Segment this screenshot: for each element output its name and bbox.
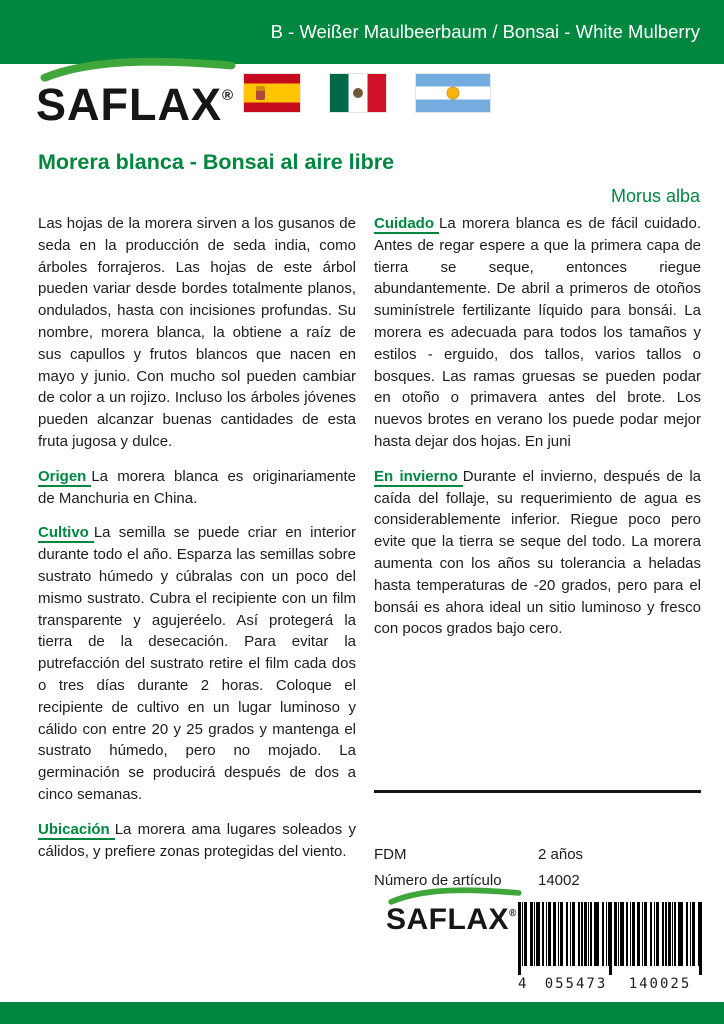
argentina-sun	[448, 88, 459, 99]
brand-name-small: SAFLAX	[386, 903, 509, 936]
info-label-fdm: FDM	[374, 846, 407, 863]
section-invierno	[374, 466, 701, 640]
barcode	[518, 902, 702, 992]
brand-name: SAFLAX	[36, 79, 222, 130]
species-name: Morus alba	[610, 186, 700, 206]
barcode-digit-lead: 4	[518, 976, 527, 992]
section-text-cuidado: La morera blanca es de fácil cuidado. Antes de regar espere a que la primera capa de tierra se seque, entonces riegue abundantemente. De abril a primeros de otoños suminístrele fertilizante líquido para bonsái. La morera es adecuada para todos los tamaños y estilos - erguido, dos tallos, varios tallos o bosques. Las ramas gruesas se pueden podar en otoño o primavera antes del brote. Los nuevos brotes en verano los puede podar mejor hasta dejar dos hojas. En juni	[374, 215, 701, 450]
barcode-digits	[518, 976, 702, 992]
barcode-guard-left	[518, 902, 521, 975]
barcode-guard-right	[699, 902, 702, 975]
bottom-bar	[0, 1002, 724, 1024]
saflax-logo	[36, 56, 248, 130]
barcode-guard-middle	[609, 902, 612, 975]
registered-mark-small: ®	[509, 908, 517, 919]
brand-wordmark	[36, 79, 248, 130]
info-value-fdm: 2 años	[538, 846, 584, 863]
top-bar-title: B - Weißer Maulbeerbaum / Bonsai - White Mulberry	[270, 21, 700, 42]
argentina-flag-icon	[416, 74, 490, 112]
spain-emblem	[256, 86, 265, 100]
info-label-article-number: Número de artículo	[374, 872, 502, 889]
left-column	[38, 213, 356, 875]
top-bar	[0, 0, 724, 64]
body-columns	[38, 213, 701, 875]
language-flags	[244, 74, 490, 112]
right-column	[374, 213, 701, 875]
barcode-bars	[518, 902, 702, 966]
page-title: Morera blanca - Bonsai al aire libre	[38, 150, 395, 174]
brand-wordmark-small	[386, 905, 538, 935]
intro-paragraph: Las hojas de la morera sirven a los gusanos de seda en la producción de seda india, como árboles forrajeros. Las hojas de este árbol pueden variar desde bordes totalmente planos, ondulados, hasta con incisiones profundas. Su nombre, morera blanca, la obtiene a raíz de sus capullos y frutos blancos que nacen en mayo y junio. Con mucho sol pueden cambiar de color a un rojizo. Incluso los árboles jóvenes pueden alcanzar buenas cantidades de esta fruta jugosa y dulce.	[38, 215, 356, 450]
registered-mark: ®	[222, 87, 234, 104]
section-text-cultivo: La semilla se puede criar en interior durante todo el año. Esparza las semillas sobre sustrato húmedo y cúbralas con un poco del mismo sustrato. Cubra el recipiente con un film transparente y agujeréelo. Así protegerá la tierra de la desecación. Para evitar la putrefacción del sustrato retire el film cada dos o tres días durante 2 horas. Coloque el recipiente de cultivo en un lugar luminoso y cálido con entre 20 y 25 grados y mantenga el sustrato húmedo, pero no mojado. La germinación se producirá después de dos a cinco semanas.	[38, 524, 356, 803]
info-row-fdm	[374, 846, 701, 863]
mexico-emblem	[353, 88, 363, 98]
section-origen	[38, 466, 356, 510]
section-text-invierno: Durante el invierno, después de la caída del follaje, su requerimiento de agua es considerablemente inferior. Riegue poco pero evite que la tierra se seque del todo. La morera aumenta con los años su tolerancia a heladas hasta temperaturas de -20 grados, pero para el bonsái es ahora ideal un sitio luminoso y fresco con pocos grados bajo cero.	[374, 467, 701, 638]
section-text-ubicacion: La morera ama lugares soleados y cálidos, y prefiere zonas protegidas del viento.	[38, 820, 356, 860]
section-text-origen: La morera blanca es originariamente de Manchuria en China.	[38, 467, 356, 507]
mexico-flag-icon	[330, 74, 386, 112]
barcode-digit-group-1: 055473	[544, 976, 608, 992]
info-value-article-number: 14002	[538, 872, 580, 889]
barcode-digit-group-2: 140025	[628, 976, 692, 992]
section-cultivo	[38, 522, 356, 805]
section-title-invierno: En invierno	[374, 468, 463, 487]
section-title-cuidado: Cuidado	[374, 215, 439, 234]
spain-flag-icon	[244, 74, 300, 112]
section-ubicacion	[38, 819, 356, 863]
section-title-cultivo: Cultivo	[38, 524, 94, 543]
section-cuidado	[374, 213, 701, 453]
divider-line	[374, 790, 701, 793]
section-title-ubicacion: Ubicación	[38, 821, 115, 840]
section-title-origen: Origen	[38, 468, 91, 487]
saflax-logo-small	[386, 886, 538, 935]
